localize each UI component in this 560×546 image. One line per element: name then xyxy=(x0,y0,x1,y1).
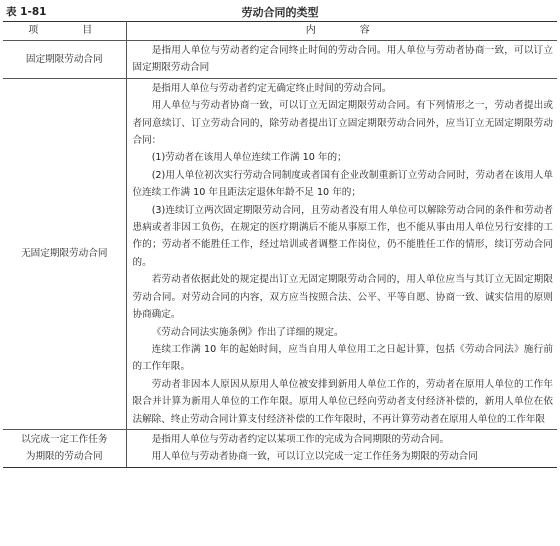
content-paragraph: 若劳动者依据此处的规定提出订立无固定期限劳动合同的，用人单位应当与其订立无固定期限劳动合同。对劳动合同的内容，双方应当按照合法、公平、平等自愿、协商一致、诚实信用的原则协商确定。 xyxy=(132,274,553,321)
table-number: 表 1-81 xyxy=(6,6,47,18)
row-type-label xyxy=(3,429,126,467)
row-content xyxy=(126,429,557,467)
content-paragraph: 是指用人单位与劳动者约定无确定终止时间的劳动合同。 xyxy=(151,82,392,94)
content-paragraph: (2)用人单位初次实行劳动合同制度或者国有企业改制重新订立劳动合同时，劳动者在该用人单位连续工作满 10 年且距法定退休年龄不足 10 年的； xyxy=(132,169,553,199)
content-paragraph: 用人单位与劳动者协商一致，可以订立以完成一定工作任务为期限的劳动合同 xyxy=(151,451,478,463)
header-content: 内 容 xyxy=(126,22,557,41)
row-type-label: 无固定期限劳动合同 xyxy=(3,78,126,429)
content-paragraph: 《劳动合同法实施条例》作出了详细的规定。 xyxy=(151,326,344,338)
row-type-label-line: 为期限的劳动合同 xyxy=(25,451,103,463)
row-content xyxy=(126,41,557,79)
content-paragraph: (1)劳动者在该用人单位连续工作满 10 年的； xyxy=(151,152,347,164)
row-type-label: 固定期限劳动合同 xyxy=(3,41,126,79)
content-paragraph: 是指用人单位与劳动者约定以某项工作的完成为合同期限的劳动合同。 xyxy=(151,433,450,445)
header-row xyxy=(3,22,557,41)
header-item: 项 目 xyxy=(3,22,126,41)
row-content xyxy=(126,78,557,429)
contract-types-table xyxy=(3,21,557,468)
table-row xyxy=(3,78,557,429)
table-row xyxy=(3,41,557,79)
row-type-label-line: 以完成一定工作任务 xyxy=(21,433,108,445)
content-paragraph: (3)连续订立两次固定期限劳动合同，且劳动者没有用人单位可以解除劳动合同的条件和劳动者患病或者非因工负伤，在规定的医疗期满后不能从事原工作，也不能从事由用人单位另行安排的工作的；劳动者不能胜任工作，经过培训或者调整工作岗位，仍不能胜任工作的情形，续订劳动合同的。 xyxy=(132,204,553,268)
content-paragraph: 用人单位与劳动者协商一致，可以订立无固定期限劳动合同。有下列情形之一，劳动者提出或者同意续订、订立劳动合同的，除劳动者提出订立固定期限劳动合同外，应当订立无固定期限劳动合同： xyxy=(132,100,553,147)
content-paragraph: 是指用人单位与劳动者约定合同终止时间的劳动合同。用人单位与劳动者协商一致，可以订立固定期限劳动合同 xyxy=(132,45,553,74)
table-title: 劳动合同的类型 xyxy=(241,6,319,19)
table-caption xyxy=(4,4,556,20)
content-paragraph: 劳动者非因本人原因从原用人单位被安排到新用人单位工作的，劳动者在原用人单位的工作年限合并计算为新用人单位的工作年限。原用人单位已经向劳动者支付经济补偿的，新用人单位在依法解除、终止劳动合同计算支付经济补偿的工作年限时，不再计算劳动者在原用人单位的工作年限 xyxy=(132,378,553,425)
content-paragraph: 连续工作满 10 年的起始时间，应当自用人单位用工之日起计算，包括《劳动合同法》施行前的工作年限。 xyxy=(132,343,553,373)
table-row xyxy=(3,429,557,467)
